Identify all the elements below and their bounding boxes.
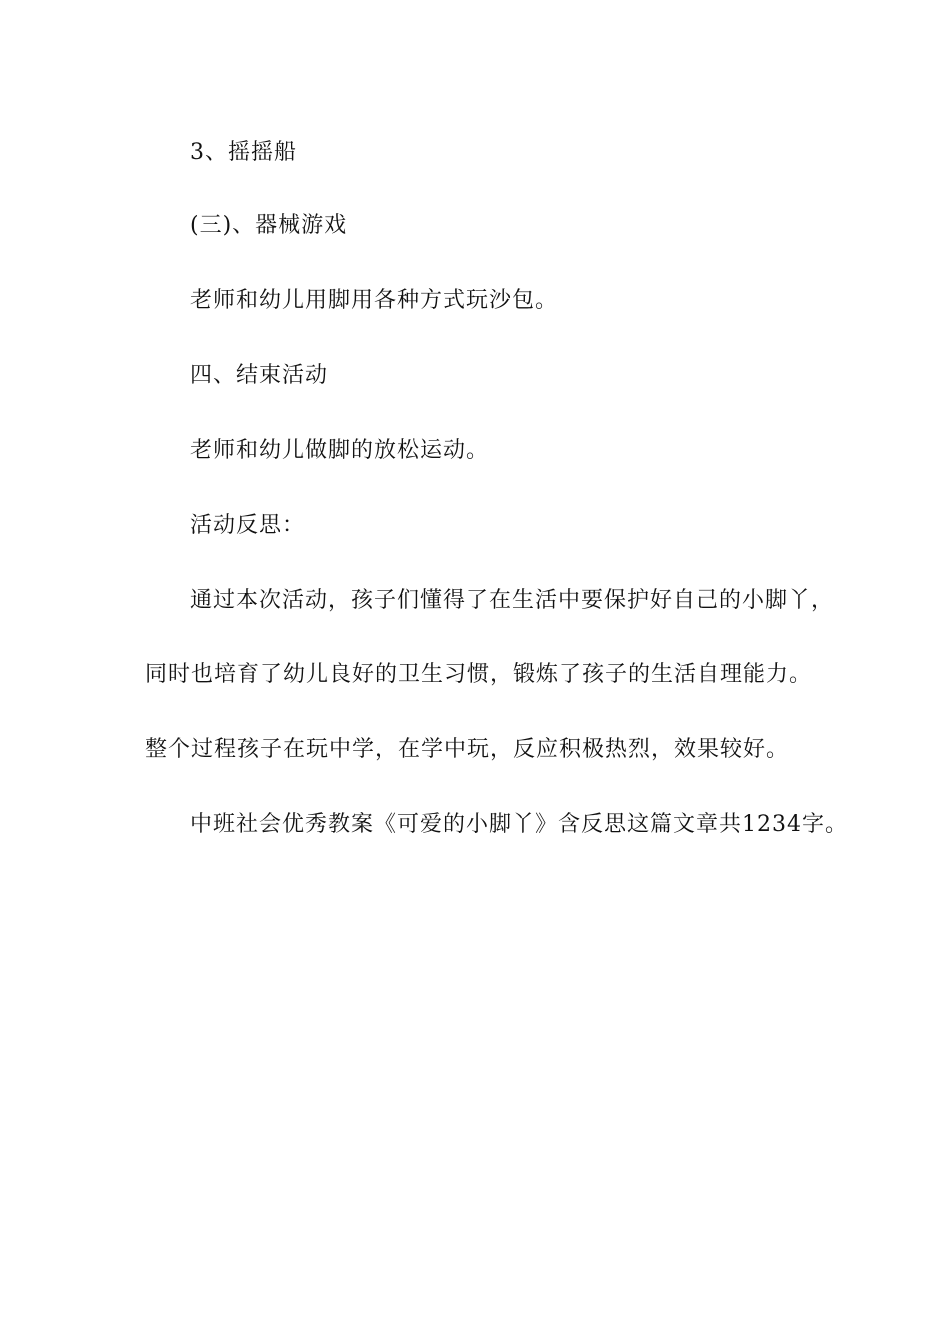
reflection-paragraph-line-1: 通过本次活动，孩子们懂得了在生活中要保护好自己的小脚丫，: [190, 588, 835, 613]
section-heading-equipment-games: (三)、器械游戏: [190, 213, 348, 238]
article-word-count-note: 中班社会优秀教案《可爱的小脚丫》含反思这篇文章共1234字。: [190, 812, 848, 837]
section-heading-closing-activity: 四、结束活动: [190, 363, 329, 388]
section-heading-reflection: 活动反思：: [190, 513, 306, 538]
list-item-rocking-boat: 3、摇摇船: [190, 140, 297, 165]
reflection-paragraph-line-3: 整个过程孩子在玩中学，在学中玩，反应积极热烈，效果较好。: [145, 737, 790, 762]
paragraph-sandbag-play: 老师和幼儿用脚用各种方式玩沙包。: [190, 288, 559, 313]
reflection-paragraph-line-2: 同时也培育了幼儿良好的卫生习惯，锻炼了孩子的生活自理能力。: [145, 662, 813, 687]
paragraph-relaxation: 老师和幼儿做脚的放松运动。: [190, 438, 490, 463]
